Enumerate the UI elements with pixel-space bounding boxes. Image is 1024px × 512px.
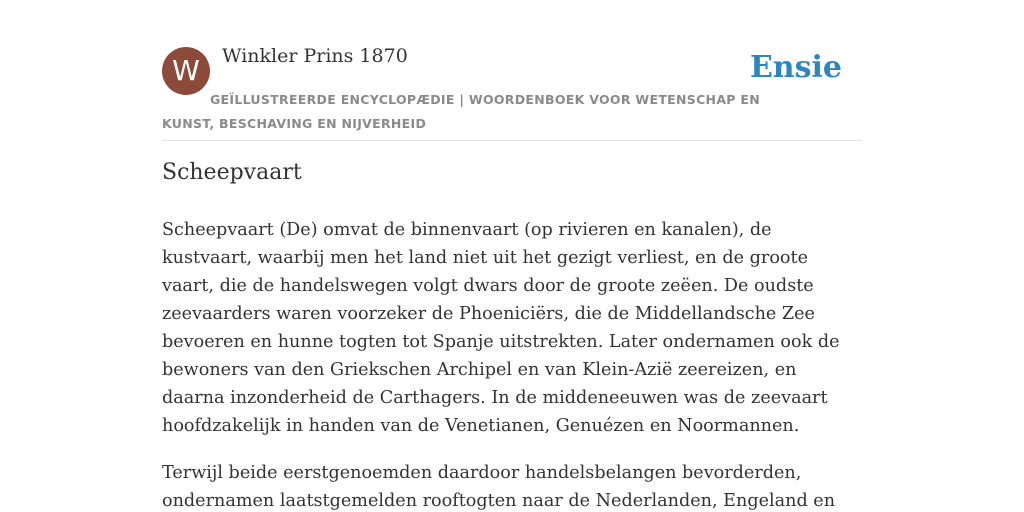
paragraph: Scheepvaart (De) omvat de binnenvaart (op rivieren en kanalen), de kustvaart, waarbij men het land niet uit het gezigt verliest, en de groote vaart, die de handelswegen volgt dwars door de groote zeëen. De oudste zeevaarders waren voorzeker de Phoeniciërs, die de Middellandsche Zee bevoeren en hunne togten tot Spanje uitstrekten. Later ondernamen ook de bewoners van den Griekschen Archipel en van Klein-Azië zeereizen, en daarna inzonderheid de Carthagers. In de middeneeuwen was de zeevaart hoofdzakelijk in handen van de Venetianen, Genuézen en Noormannen.: [162, 220, 840, 436]
article-title: Scheepvaart: [162, 160, 302, 185]
paragraph: Terwijl beide eerstgenoemden daardoor handelsbelangen bevorderden, ondernamen laatstgemelden rooftogten naar de Nederlanden, Engeland en: [162, 463, 836, 511]
source-title[interactable]: Winkler Prins 1870: [222, 45, 408, 67]
source-subtitle: GEÏLLUSTREERDE ENCYCLOPÆDIE | WOORDENBOEK VOOR WETENSCHAP EN KUNST, BESCHAVING EN NIJVERHEID: [162, 92, 760, 131]
avatar[interactable]: W: [162, 47, 210, 95]
article-body: [162, 216, 862, 512]
page-container: [162, 0, 862, 511]
ensie-logo-link[interactable]: Ensie: [749, 50, 842, 85]
header: [162, 0, 862, 141]
